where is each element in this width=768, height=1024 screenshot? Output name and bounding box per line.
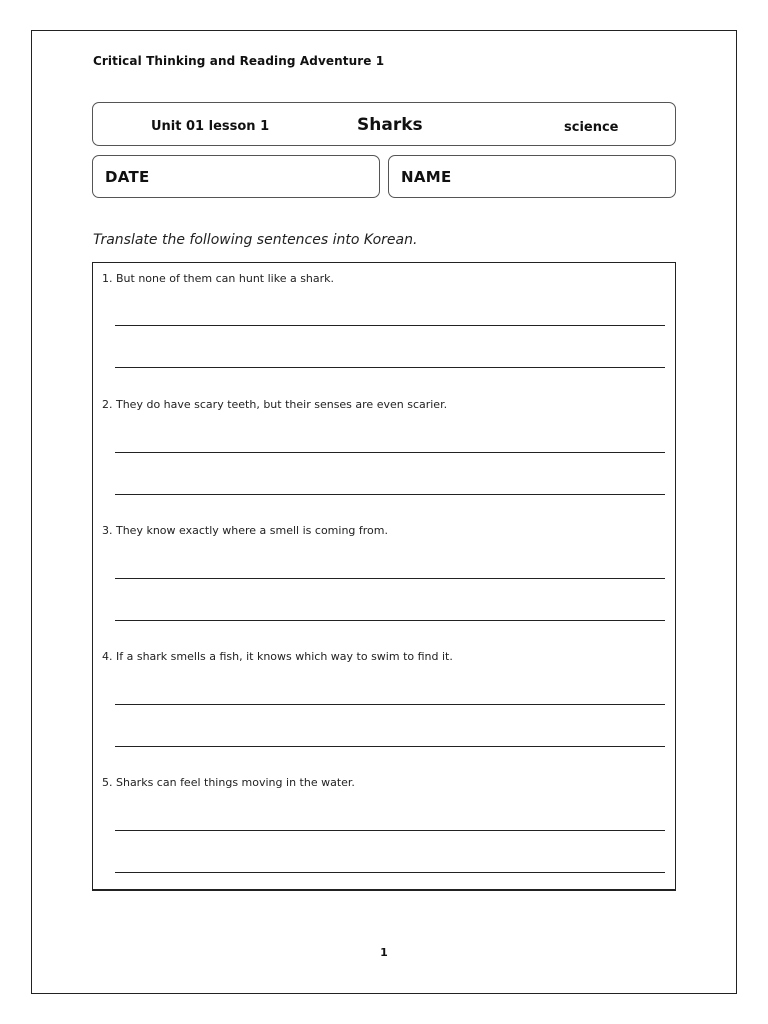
answer-line-1b[interactable] <box>115 367 665 368</box>
answer-line-2b[interactable] <box>115 494 665 495</box>
unit-label: Unit 01 lesson 1 <box>151 119 270 134</box>
lesson-title: Sharks <box>357 115 423 135</box>
subject-label: science <box>564 120 619 135</box>
name-field[interactable] <box>388 155 676 198</box>
lesson-header-box <box>92 102 676 146</box>
answer-line-4b[interactable] <box>115 746 665 747</box>
question-3: 3. They know exactly where a smell is coming from. <box>102 524 388 537</box>
question-2: 2. They do have scary teeth, but their senses are even scarier. <box>102 398 448 411</box>
question-4: 4. If a shark smells a fish, it knows which way to swim to find it. <box>102 650 453 663</box>
answer-line-2a[interactable] <box>115 452 665 453</box>
answer-line-5b[interactable] <box>115 872 665 873</box>
answer-line-4a[interactable] <box>115 704 665 705</box>
date-label: DATE <box>105 168 150 186</box>
instruction-text: Translate the following sentences into Korean. <box>93 232 418 248</box>
page-number: 1 <box>380 946 388 959</box>
date-field[interactable] <box>92 155 380 198</box>
question-1: 1. But none of them can hunt like a shark. <box>102 272 335 285</box>
name-label: NAME <box>401 168 452 186</box>
book-title: Critical Thinking and Reading Adventure 1 <box>93 54 385 68</box>
question-5: 5. Sharks can feel things moving in the water. <box>102 776 355 789</box>
answer-line-3a[interactable] <box>115 578 665 579</box>
answer-line-1a[interactable] <box>115 325 665 326</box>
questions-box <box>92 262 676 891</box>
answer-line-3b[interactable] <box>115 620 665 621</box>
answer-line-5a[interactable] <box>115 830 665 831</box>
